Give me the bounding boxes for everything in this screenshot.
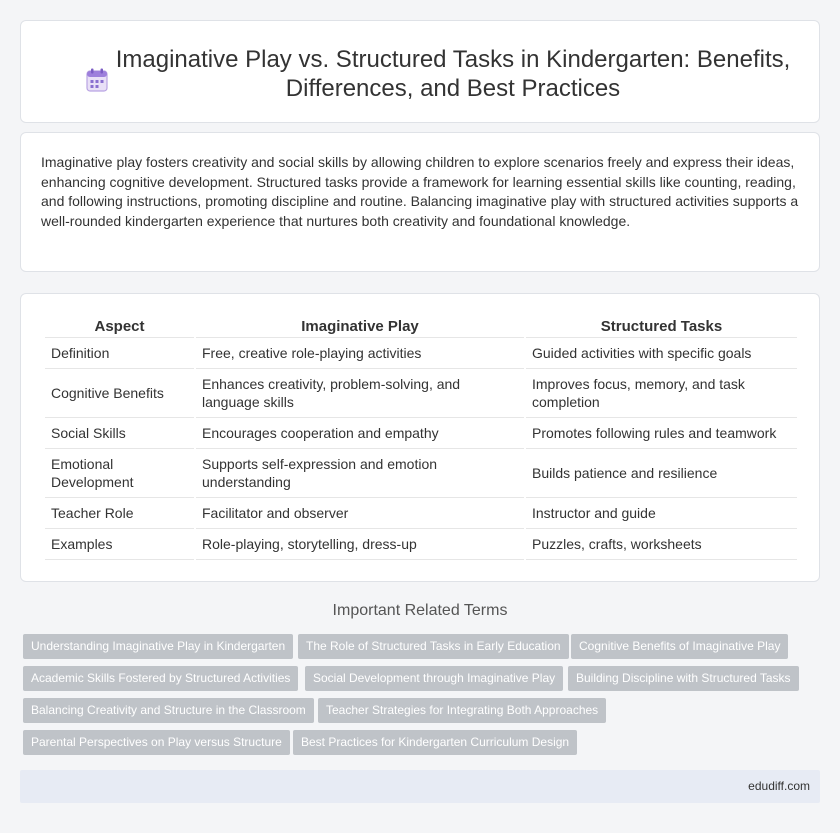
table-cell: Puzzles, crafts, worksheets (526, 529, 797, 560)
table-cell: Examples (45, 529, 194, 560)
page-title: Imaginative Play vs. Structured Tasks in Kindergarten: Benefits, Differences, and Best Practices (115, 46, 791, 102)
footer (20, 770, 820, 803)
comparison-table (43, 314, 799, 560)
table-cell: Builds patience and resilience (526, 449, 797, 498)
related-term-tag[interactable]: Social Development through Imaginative Play (305, 666, 563, 691)
table-cell: Instructor and guide (526, 498, 797, 529)
table-cell: Promotes following rules and teamwork (526, 418, 797, 449)
related-term-tag[interactable]: Academic Skills Fostered by Structured Activities (23, 666, 298, 691)
table-row (45, 529, 797, 560)
table-cell: Enhances creativity, problem-solving, and language skills (196, 369, 524, 418)
table-row (45, 369, 797, 418)
intro-card (20, 132, 820, 272)
table-cell: Definition (45, 338, 194, 369)
table-row (45, 449, 797, 498)
table-cell: Guided activities with specific goals (526, 338, 797, 369)
table-row (45, 338, 797, 369)
related-term-tag[interactable]: Building Discipline with Structured Tasks (568, 666, 799, 691)
related-term-tag[interactable]: Best Practices for Kindergarten Curriculum Design (293, 730, 577, 755)
related-term-tag[interactable]: Balancing Creativity and Structure in the Classroom (23, 698, 314, 723)
related-term-tag[interactable]: Parental Perspectives on Play versus Structure (23, 730, 290, 755)
calendar-icon (85, 67, 109, 93)
table-header-row (45, 314, 797, 338)
related-term-tag[interactable]: The Role of Structured Tasks in Early Education (298, 634, 569, 659)
table-row (45, 498, 797, 529)
title-card (20, 20, 820, 123)
related-term-tag[interactable]: Understanding Imaginative Play in Kindergarten (23, 634, 293, 659)
table-cell: Cognitive Benefits (45, 369, 194, 418)
footer-site-link[interactable]: edudiff.com (748, 779, 810, 793)
table-row (45, 418, 797, 449)
related-term-tag[interactable]: Teacher Strategies for Integrating Both Approaches (318, 698, 606, 723)
related-term-tag[interactable]: Cognitive Benefits of Imaginative Play (571, 634, 788, 659)
table-cell: Emotional Development (45, 449, 194, 498)
related-terms-heading: Important Related Terms (332, 602, 508, 619)
table-cell: Supports self-expression and emotion understanding (196, 449, 524, 498)
table-cell: Social Skills (45, 418, 194, 449)
table-cell: Encourages cooperation and empathy (196, 418, 524, 449)
table-cell: Teacher Role (45, 498, 194, 529)
table-cell: Role-playing, storytelling, dress-up (196, 529, 524, 560)
header-structured-tasks: Structured Tasks (526, 314, 797, 338)
intro-paragraph: Imaginative play fosters creativity and social skills by allowing children to explore scenarios freely and express their ideas, enhancing cognitive development. Structured tasks provide a framework for learning essential skills like counting, reading, and following instructions, promoting discipline and routine. Balancing imaginative play with structured activities supports a well-rounded kindergarten experience that nurtures both creativity and foundational knowledge. (41, 154, 799, 229)
table-cell: Improves focus, memory, and task completion (526, 369, 797, 418)
table-cell: Facilitator and observer (196, 498, 524, 529)
header-aspect: Aspect (45, 314, 194, 338)
header-imaginative-play: Imaginative Play (196, 314, 524, 338)
comparison-table-card (20, 293, 820, 582)
table-cell: Free, creative role-playing activities (196, 338, 524, 369)
